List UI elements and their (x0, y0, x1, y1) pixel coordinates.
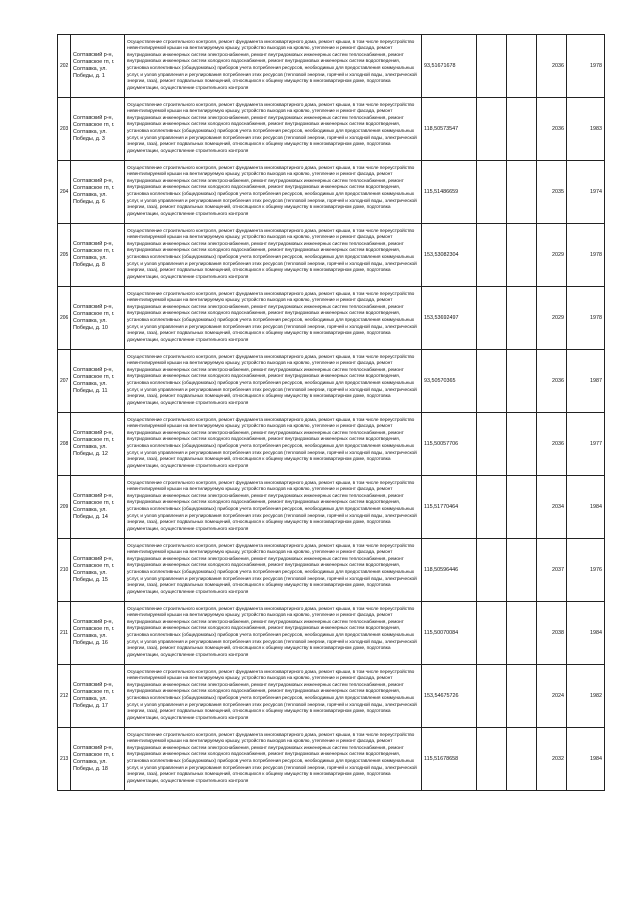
row-cost: 118,50573547 (422, 98, 477, 161)
row-empty-cell (507, 539, 537, 602)
document-page (57, 34, 604, 791)
register-table (57, 34, 605, 791)
row-number: 211 (58, 602, 71, 665)
row-address: Солтавский р-н, Солтавское гп, г. Солтавка, ул. Победы, д. 16 (71, 602, 125, 665)
row-built-year: 1978 (567, 287, 605, 350)
row-number: 207 (58, 350, 71, 413)
row-built-year: 1977 (567, 413, 605, 476)
row-works-description: Осуществление строительного контроля, ремонт фундамента многоквартирного дома, ремонт крыши, в том числе переустройство невентилируемой крыши на вентилируемую крышу, устройство выходов на кровлю, утепление и ремонт фасада, ремонт внутридомовых инженерных систем электроснабжения, ремонт внутридомовых инженерных систем теплоснабжения, ремонт внутридомовых инженерных систем холодного водоснабжения, ремонт внутридомовых инженерных систем водоотведения, установка коллективных (общедомовых) приборов учета потребления ресурсов, необходимых для предоставления коммунальных услуг, и узлов управления и регулирования потребления этих ресурсов (тепловой энергии, горячей и холодной воды, электрической энергии, газа), ремонт подвальных помещений, относящихся к общему имуществу в многоквартирном доме, подготовка документации, осуществление строительного контроля (125, 98, 422, 161)
row-empty-cell (507, 665, 537, 728)
row-cost: 153,54675726 (422, 665, 477, 728)
row-address: Солтавский р-н, Солтавское гп, г. Солтавка, ул. Победы, д. 12 (71, 413, 125, 476)
table-row (58, 98, 605, 161)
row-works-description: Осуществление строительного контроля, ремонт фундамента многоквартирного дома, ремонт крыши, в том числе переустройство невентилируемой крыши на вентилируемую крышу, устройство выходов на кровлю, утепление и ремонт фасада, ремонт внутридомовых инженерных систем электроснабжения, ремонт внутридомовых инженерных систем теплоснабжения, ремонт внутридомовых инженерных систем холодного водоснабжения, ремонт внутридомовых инженерных систем водоотведения, установка коллективных (общедомовых) приборов учета потребления ресурсов, необходимых для предоставления коммунальных услуг, и узлов управления и регулирования потребления этих ресурсов (тепловой энергии, горячей и холодной воды, электрической энергии, газа), ремонт подвальных помещений, относящихся к общему имуществу в многоквартирном доме, подготовка документации, осуществление строительного контроля (125, 413, 422, 476)
row-cost: 115,51770464 (422, 476, 477, 539)
row-number: 206 (58, 287, 71, 350)
row-planned-year: 2034 (537, 476, 567, 539)
row-planned-year: 2029 (537, 224, 567, 287)
table-row (58, 728, 605, 791)
register-table-body (58, 35, 605, 791)
row-cost: 115,50057706 (422, 413, 477, 476)
row-works-description: Осуществление строительного контроля, ремонт фундамента многоквартирного дома, ремонт крыши, в том числе переустройство невентилируемой крыши на вентилируемую крышу, устройство выходов на кровлю, утепление и ремонт фасада, ремонт внутридомовых инженерных систем электроснабжения, ремонт внутридомовых инженерных систем теплоснабжения, ремонт внутридомовых инженерных систем холодного водоснабжения, ремонт внутридомовых инженерных систем водоотведения, установка коллективных (общедомовых) приборов учета потребления ресурсов, необходимых для предоставления коммунальных услуг, и узлов управления и регулирования потребления этих ресурсов (тепловой энергии, горячей и холодной воды, электрической энергии, газа), ремонт подвальных помещений, относящихся к общему имуществу в многоквартирном доме, подготовка документации, осуществление строительного контроля (125, 476, 422, 539)
row-planned-year: 2035 (537, 161, 567, 224)
row-works-description: Осуществление строительного контроля, ремонт фундамента многоквартирного дома, ремонт крыши, в том числе переустройство невентилируемой крыши на вентилируемую крышу, устройство выходов на кровлю, утепление и ремонт фасада, ремонт внутридомовых инженерных систем электроснабжения, ремонт внутридомовых инженерных систем теплоснабжения, ремонт внутридомовых инженерных систем холодного водоснабжения, ремонт внутридомовых инженерных систем водоотведения, установка коллективных (общедомовых) приборов учета потребления ресурсов, необходимых для предоставления коммунальных услуг, и узлов управления и регулирования потребления этих ресурсов (тепловой энергии, горячей и холодной воды, электрической энергии, газа), ремонт подвальных помещений, относящихся к общему имуществу в многоквартирном доме, подготовка документации, осуществление строительного контроля (125, 35, 422, 98)
row-empty-cell (507, 287, 537, 350)
row-empty-cell (507, 35, 537, 98)
row-planned-year: 2036 (537, 98, 567, 161)
table-row (58, 161, 605, 224)
row-empty-cell (477, 476, 507, 539)
row-works-description: Осуществление строительного контроля, ремонт фундамента многоквартирного дома, ремонт крыши, в том числе переустройство невентилируемой крыши на вентилируемую крышу, устройство выходов на кровлю, утепление и ремонт фасада, ремонт внутридомовых инженерных систем электроснабжения, ремонт внутридомовых инженерных систем теплоснабжения, ремонт внутридомовых инженерных систем холодного водоснабжения, ремонт внутридомовых инженерных систем водоотведения, установка коллективных (общедомовых) приборов учета потребления ресурсов, необходимых для предоставления коммунальных услуг, и узлов управления и регулирования потребления этих ресурсов (тепловой энергии, горячей и холодной воды, электрической энергии, газа), ремонт подвальных помещений, относящихся к общему имуществу в многоквартирном доме, подготовка документации, осуществление строительного контроля (125, 287, 422, 350)
row-built-year: 1984 (567, 602, 605, 665)
row-empty-cell (477, 98, 507, 161)
table-row (58, 602, 605, 665)
table-row (58, 35, 605, 98)
row-empty-cell (477, 35, 507, 98)
row-works-description: Осуществление строительного контроля, ремонт фундамента многоквартирного дома, ремонт крыши, в том числе переустройство невентилируемой крыши на вентилируемую крышу, устройство выходов на кровлю, утепление и ремонт фасада, ремонт внутридомовых инженерных систем электроснабжения, ремонт внутридомовых инженерных систем теплоснабжения, ремонт внутридомовых инженерных систем холодного водоснабжения, ремонт внутридомовых инженерных систем водоотведения, установка коллективных (общедомовых) приборов учета потребления ресурсов, необходимых для предоставления коммунальных услуг, и узлов управления и регулирования потребления этих ресурсов (тепловой энергии, горячей и холодной воды, электрической энергии, газа), ремонт подвальных помещений, относящихся к общему имуществу в многоквартирном доме, подготовка документации, осуществление строительного контроля (125, 161, 422, 224)
row-address: Солтавский р-н, Солтавское гп, г. Солтавка, ул. Победы, д. 1 (71, 35, 125, 98)
row-empty-cell (477, 350, 507, 413)
row-works-description: Осуществление строительного контроля, ремонт фундамента многоквартирного дома, ремонт крыши, в том числе переустройство невентилируемой крыши на вентилируемую крышу, устройство выходов на кровлю, утепление и ремонт фасада, ремонт внутридомовых инженерных систем электроснабжения, ремонт внутридомовых инженерных систем теплоснабжения, ремонт внутридомовых инженерных систем холодного водоснабжения, ремонт внутридомовых инженерных систем водоотведения, установка коллективных (общедомовых) приборов учета потребления ресурсов, необходимых для предоставления коммунальных услуг, и узлов управления и регулирования потребления этих ресурсов (тепловой энергии, горячей и холодной воды, электрической энергии, газа), ремонт подвальных помещений, относящихся к общему имуществу в многоквартирном доме, подготовка документации, осуществление строительного контроля (125, 665, 422, 728)
row-address: Солтавский р-н, Солтавское гп, г. Солтавка, ул. Победы, д. 15 (71, 539, 125, 602)
row-works-description: Осуществление строительного контроля, ремонт фундамента многоквартирного дома, ремонт крыши, в том числе переустройство невентилируемой крыши на вентилируемую крышу, устройство выходов на кровлю, утепление и ремонт фасада, ремонт внутридомовых инженерных систем электроснабжения, ремонт внутридомовых инженерных систем теплоснабжения, ремонт внутридомовых инженерных систем холодного водоснабжения, ремонт внутридомовых инженерных систем водоотведения, установка коллективных (общедомовых) приборов учета потребления ресурсов, необходимых для предоставления коммунальных услуг, и узлов управления и регулирования потребления этих ресурсов (тепловой энергии, горячей и холодной воды, электрической энергии, газа), ремонт подвальных помещений, относящихся к общему имуществу в многоквартирном доме, подготовка документации, осуществление строительного контроля (125, 728, 422, 791)
row-cost: 115,51486659 (422, 161, 477, 224)
row-built-year: 1987 (567, 350, 605, 413)
row-works-description: Осуществление строительного контроля, ремонт фундамента многоквартирного дома, ремонт крыши, в том числе переустройство невентилируемой крыши на вентилируемую крышу, устройство выходов на кровлю, утепление и ремонт фасада, ремонт внутридомовых инженерных систем электроснабжения, ремонт внутридомовых инженерных систем теплоснабжения, ремонт внутридомовых инженерных систем холодного водоснабжения, ремонт внутридомовых инженерных систем водоотведения, установка коллективных (общедомовых) приборов учета потребления ресурсов, необходимых для предоставления коммунальных услуг, и узлов управления и регулирования потребления этих ресурсов (тепловой энергии, горячей и холодной воды, электрической энергии, газа), ремонт подвальных помещений, относящихся к общему имуществу в многоквартирном доме, подготовка документации, осуществление строительного контроля (125, 350, 422, 413)
row-number: 213 (58, 728, 71, 791)
row-built-year: 1984 (567, 476, 605, 539)
row-planned-year: 2024 (537, 665, 567, 728)
row-empty-cell (477, 539, 507, 602)
row-works-description: Осуществление строительного контроля, ремонт фундамента многоквартирного дома, ремонт крыши, в том числе переустройство невентилируемой крыши на вентилируемую крышу, устройство выходов на кровлю, утепление и ремонт фасада, ремонт внутридомовых инженерных систем электроснабжения, ремонт внутридомовых инженерных систем теплоснабжения, ремонт внутридомовых инженерных систем холодного водоснабжения, ремонт внутридомовых инженерных систем водоотведения, установка коллективных (общедомовых) приборов учета потребления ресурсов, необходимых для предоставления коммунальных услуг, и узлов управления и регулирования потребления этих ресурсов (тепловой энергии, горячей и холодной воды, электрической энергии, газа), ремонт подвальных помещений, относящихся к общему имуществу в многоквартирном доме, подготовка документации, осуществление строительного контроля (125, 539, 422, 602)
row-empty-cell (507, 728, 537, 791)
row-built-year: 1983 (567, 98, 605, 161)
row-built-year: 1982 (567, 665, 605, 728)
row-address: Солтавский р-н, Солтавское гп, г. Солтавка, ул. Победы, д. 10 (71, 287, 125, 350)
row-cost: 93,50570365 (422, 350, 477, 413)
row-address: Солтавский р-н, Солтавское гп, г. Солтавка, ул. Победы, д. 8 (71, 224, 125, 287)
row-planned-year: 2036 (537, 350, 567, 413)
row-empty-cell (477, 602, 507, 665)
row-number: 203 (58, 98, 71, 161)
row-cost: 93,51671678 (422, 35, 477, 98)
table-row (58, 224, 605, 287)
row-address: Солтавский р-н, Солтавское гп, г. Солтавка, ул. Победы, д. 18 (71, 728, 125, 791)
row-empty-cell (477, 413, 507, 476)
table-row (58, 539, 605, 602)
row-planned-year: 2038 (537, 602, 567, 665)
row-cost: 115,51678658 (422, 728, 477, 791)
row-number: 202 (58, 35, 71, 98)
row-cost: 115,50070084 (422, 602, 477, 665)
row-empty-cell (507, 161, 537, 224)
row-number: 205 (58, 224, 71, 287)
table-row (58, 476, 605, 539)
row-empty-cell (507, 476, 537, 539)
row-address: Солтавский р-н, Солтавское гп, г. Солтавка, ул. Победы, д. 17 (71, 665, 125, 728)
row-empty-cell (507, 602, 537, 665)
row-planned-year: 2032 (537, 728, 567, 791)
row-empty-cell (507, 350, 537, 413)
table-row (58, 665, 605, 728)
row-number: 209 (58, 476, 71, 539)
row-number: 212 (58, 665, 71, 728)
row-built-year: 1974 (567, 161, 605, 224)
row-address: Солтавский р-н, Солтавское гп, г. Солтавка, ул. Победы, д. 14 (71, 476, 125, 539)
row-works-description: Осуществление строительного контроля, ремонт фундамента многоквартирного дома, ремонт крыши, в том числе переустройство невентилируемой крыши на вентилируемую крышу, устройство выходов на кровлю, утепление и ремонт фасада, ремонт внутридомовых инженерных систем электроснабжения, ремонт внутридомовых инженерных систем теплоснабжения, ремонт внутридомовых инженерных систем холодного водоснабжения, ремонт внутридомовых инженерных систем водоотведения, установка коллективных (общедомовых) приборов учета потребления ресурсов, необходимых для предоставления коммунальных услуг, и узлов управления и регулирования потребления этих ресурсов (тепловой энергии, горячей и холодной воды, электрической энергии, газа), ремонт подвальных помещений, относящихся к общему имуществу в многоквартирном доме, подготовка документации, осуществление строительного контроля (125, 224, 422, 287)
table-row (58, 350, 605, 413)
row-planned-year: 2037 (537, 539, 567, 602)
row-empty-cell (507, 224, 537, 287)
row-number: 210 (58, 539, 71, 602)
row-empty-cell (477, 728, 507, 791)
row-address: Солтавский р-н, Солтавское гп, г. Солтавка, ул. Победы, д. 11 (71, 350, 125, 413)
row-planned-year: 2029 (537, 287, 567, 350)
row-empty-cell (507, 98, 537, 161)
row-built-year: 1984 (567, 728, 605, 791)
row-empty-cell (477, 224, 507, 287)
row-number: 208 (58, 413, 71, 476)
row-cost: 153,53082304 (422, 224, 477, 287)
row-address: Солтавский р-н, Солтавское гп, г. Солтавка, ул. Победы, д. 6 (71, 161, 125, 224)
row-built-year: 1978 (567, 35, 605, 98)
row-empty-cell (477, 287, 507, 350)
row-planned-year: 2036 (537, 413, 567, 476)
row-works-description: Осуществление строительного контроля, ремонт фундамента многоквартирного дома, ремонт крыши, в том числе переустройство невентилируемой крыши на вентилируемую крышу, устройство выходов на кровлю, утепление и ремонт фасада, ремонт внутридомовых инженерных систем электроснабжения, ремонт внутридомовых инженерных систем теплоснабжения, ремонт внутридомовых инженерных систем холодного водоснабжения, ремонт внутридомовых инженерных систем водоотведения, установка коллективных (общедомовых) приборов учета потребления ресурсов, необходимых для предоставления коммунальных услуг, и узлов управления и регулирования потребления этих ресурсов (тепловой энергии, горячей и холодной воды, электрической энергии, газа), ремонт подвальных помещений, относящихся к общему имуществу в многоквартирном доме, подготовка документации, осуществление строительного контроля (125, 602, 422, 665)
row-empty-cell (507, 413, 537, 476)
row-built-year: 1978 (567, 224, 605, 287)
table-row (58, 413, 605, 476)
row-empty-cell (477, 665, 507, 728)
row-planned-year: 2036 (537, 35, 567, 98)
row-address: Солтавский р-н, Солтавское гп, г. Солтавка, ул. Победы, д. 3 (71, 98, 125, 161)
row-cost: 153,53692497 (422, 287, 477, 350)
row-number: 204 (58, 161, 71, 224)
table-row (58, 287, 605, 350)
row-empty-cell (477, 161, 507, 224)
row-built-year: 1976 (567, 539, 605, 602)
row-cost: 118,50596446 (422, 539, 477, 602)
